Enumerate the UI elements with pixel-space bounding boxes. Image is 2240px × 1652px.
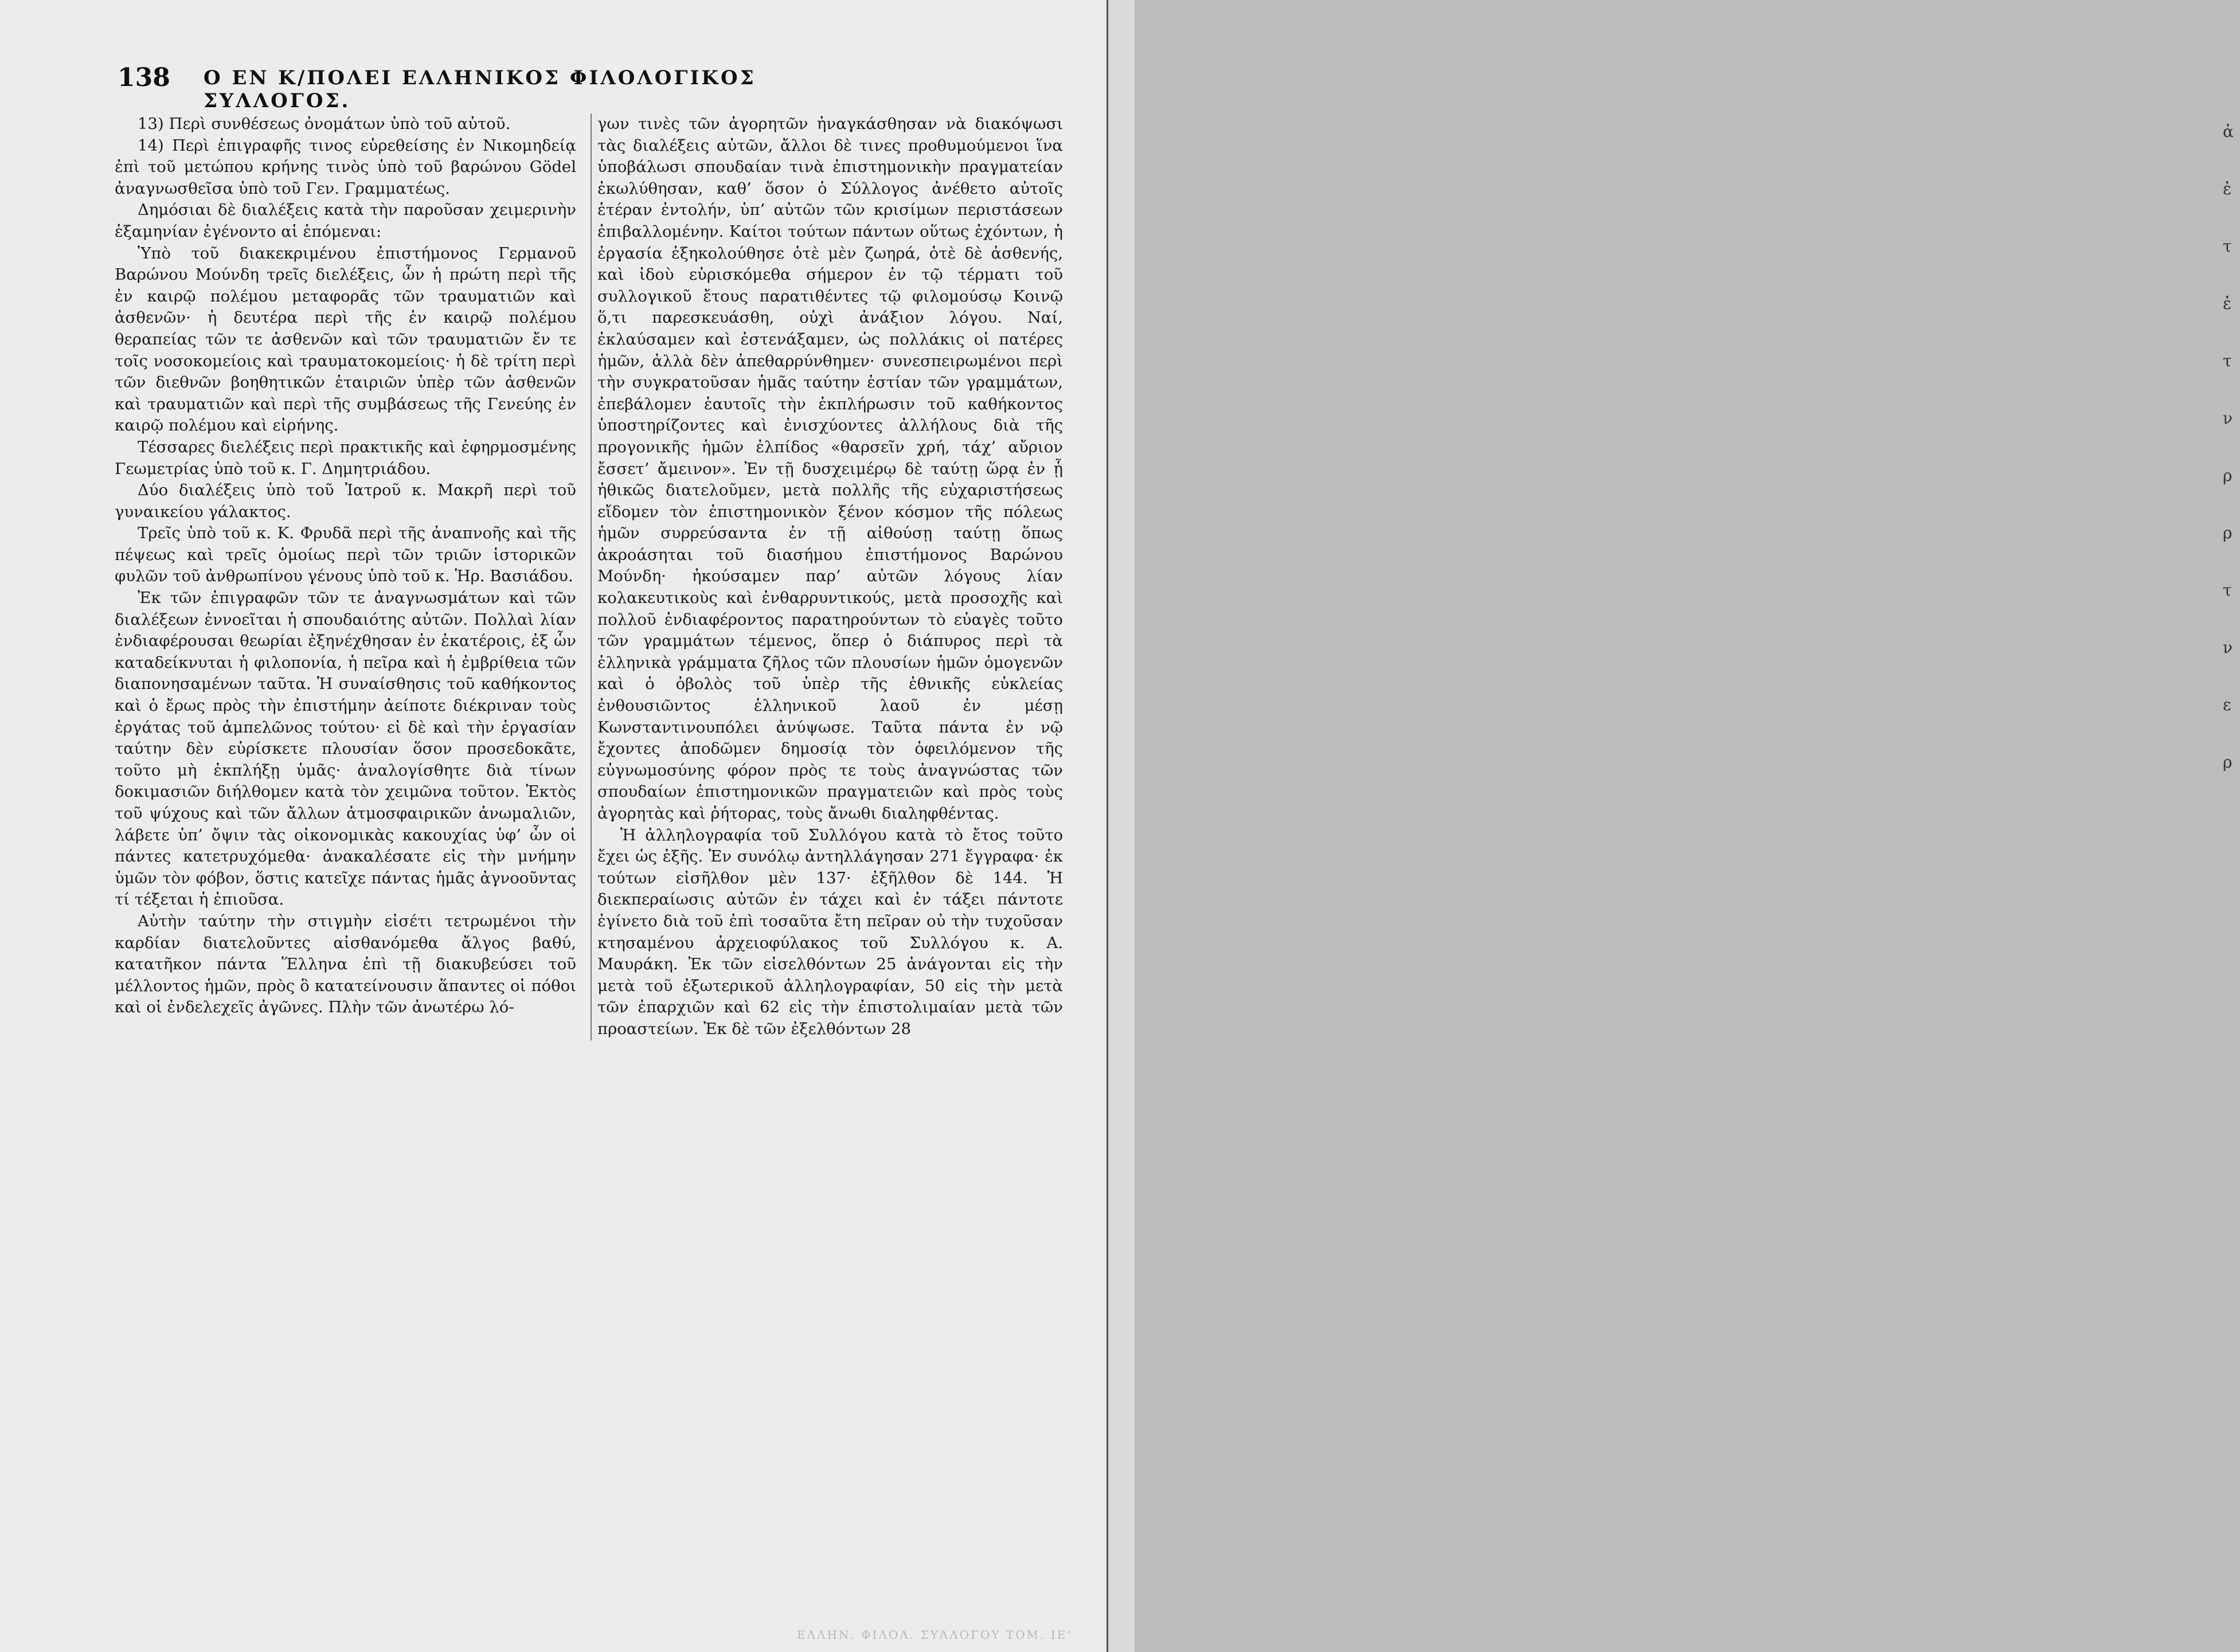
- margin-fragment: ἐ: [2223, 294, 2232, 313]
- margin-fragment: ε: [2223, 695, 2231, 714]
- paragraph: Ἡ ἀλληλογραφία τοῦ Συλλόγου κατὰ τὸ ἔτος τοῦτο ἔχει ὡς ἑξῆς. Ἐν συνόλῳ ἀντηλλάγησαν 271 ἔγγραφα· ἐκ τούτων εἰσῆλθον μὲν 137· ἐξῆλθον δὲ 144. Ἡ διεκπεραίωσις αὐτῶν ἐν τάχει καὶ ἐν τάξει πάντοτε ἐγίνετο διὰ τοῦ ἐπὶ τοσαῦτα ἔτη πεῖραν οὐ τὴν τυχοῦσαν κτησαμένου ἀρχειοφύλακος τοῦ Συλλόγου κ. Α. Μαυράκη. Ἐκ τῶν εἰσελθόντων 25 ἀνάγονται εἰς τὴν μετὰ τοῦ ἐξωτερικοῦ ἀλληλογραφίαν, 50 εἰς τὴν μετὰ τῶν ἐπαρχιῶν καὶ 62 εἰς τὴν ἐπιστολιμαίαν μετὰ τῶν προαστείων. Ἐκ δὲ τῶν ἐξελθόντων 28: [597, 825, 1063, 1038]
- left-column: [115, 113, 576, 1019]
- page-number: 138: [118, 63, 170, 92]
- right-column: [591, 113, 1063, 1040]
- margin-fragment: ρ: [2223, 466, 2233, 485]
- margin-fragment: τ: [2223, 351, 2232, 370]
- margin-fragments: [2223, 103, 2240, 791]
- margin-fragment: ρ: [2223, 523, 2233, 542]
- page-header: [118, 63, 886, 112]
- paragraph: Τρεῖς ὑπὸ τοῦ κ. Κ. Φρυδᾶ περὶ τῆς ἀναπνοῆς καὶ τῆς πέψεως καὶ τρεῖς ὁμοίως περὶ τῶν τριῶν ἱστορικῶν φυλῶν τοῦ ἀνθρωπίνου γένους ὑπὸ τοῦ κ. Ἡρ. Βασιάδου.: [115, 524, 576, 586]
- paragraph: Ἐκ τῶν ἐπιγραφῶν τῶν τε ἀναγνωσμάτων καὶ τῶν διαλέξεων ἐννοεῖται ἡ σπουδαιότης αὐτῶν. Πολλαὶ λίαν ἐνδιαφέρουσαι θεωρίαι ἐξηνέχθησαν ἐν ἑκατέροις, ἐξ ὧν καταδείκνυται ἡ φιλοπονία, ἡ πεῖρα καὶ ἡ ἐμβρίθεια τῶν διαπονησαμένων ταῦτα. Ἡ συναίσθησις τοῦ καθήκοντος καὶ ὁ ἔρως πρὸς τὴν ἐπιστήμην ἀείποτε διέκριναν τοὺς ἐργάτας τοῦ ἀμπελῶνος τούτου· εἰ δὲ καὶ τὴν ἐργασίαν ταύτην δὲν εὑρίσκετε πλουσίαν ὅσον προσεδοκᾶτε, τοῦτο μὴ ἐκπλήξῃ ὑμᾶς· ἀναλογίσθητε διὰ τίνων δοκιμασιῶν διήλθομεν κατὰ τὸν χειμῶνα τοῦτον. Ἐκτὸς τοῦ ψύχους καὶ τῶν ἄλλων ἀτμοσφαιρικῶν ἀνωμαλιῶν, λάβετε ὑπ’ ὄψιν τὰς οἰκονομικὰς κακουχίας ὑφ’ ὧν οἱ πάντες κατετρυχόμεθα· ἀνακαλέσατε εἰς τὴν μνήμην ὑμῶν τὸν φόβον, ὅστις κατεῖχε πάντας ἡμᾶς ἀγνοοῦντας τί τέξεται ἡ ἐπιοῦσα.: [115, 589, 576, 909]
- margin-fragment: ἐ: [2223, 179, 2232, 198]
- paragraph: Ὑπὸ τοῦ διακεκριμένου ἐπιστήμονος Γερμανοῦ Βαρώνου Μούνδη τρεῖς διελέξεις, ὧν ἡ πρώτη περὶ τῆς ἐν καιρῷ πολέμου μεταφορᾶς τῶν τραυματιῶν καὶ ἀσθενῶν· ἡ δευτέρα περὶ τῆς ἐν καιρῷ πολέμου θεραπείας τῶν τε ἀσθενῶν καὶ τῶν τραυματιῶν ἔν τε τοῖς νοσοκομείοις καὶ τραυματοκομείοις· ἡ δὲ τρίτη περὶ τῶν διεθνῶν βοηθητικῶν ἑταιριῶν ὑπὲρ τῶν ἀσθενῶν καὶ τραυματιῶν καὶ περὶ τῆς συμβάσεως τῆς Γενεύης ἐν καιρῷ πολέμου καὶ εἰρήνης.: [115, 244, 576, 435]
- margin-fragment: τ: [2223, 237, 2232, 256]
- margin-fragment: ἀ: [2223, 122, 2234, 141]
- margin-fragment: ν: [2223, 409, 2233, 428]
- paragraph: 13) Περὶ συνθέσεως ὀνομάτων ὑπὸ τοῦ αὐτοῦ.: [138, 115, 511, 133]
- adjacent-page-edge: [1107, 0, 2234, 1652]
- book-page: [0, 0, 1107, 1652]
- paragraph: Δύο διαλέξεις ὑπὸ τοῦ Ἰατροῦ κ. Μακρῆ περὶ τοῦ γυναικείου γάλακτος.: [115, 481, 576, 521]
- paragraph: γων τινὲς τῶν ἀγορητῶν ἠναγκάσθησαν νὰ διακόψωσι τὰς διαλέξεις αὐτῶν, ἄλλοι δὲ τινες προθυμούμενοι ἵνα ὑποβάλωσι σπουδαίαν τινὰ ἐπιστημονικὴν πραγματείαν ἐκωλύθησαν, καθ’ ὅσον ὁ Σύλλογος ἀνέθετο αὐτοῖς ἑτέραν ἐντολήν, ὑπ’ αὐτῶν τῶν κρισίμων περιστάσεων ἐπιβαλλομένην. Καίτοι τούτων πάντων οὕτως ἐχόντων, ἡ ἐργασία ἐξηκολούθησε ὁτὲ μὲν ζωηρά, ὁτὲ δὲ ἀσθενής, καὶ ἰδοὺ εὑρισκόμεθα σήμερον ἐν τῷ τέρματι τοῦ συλλογικοῦ ἔτους παρατιθέντες τῷ φιλομούσῳ Κοινῷ ὅ,τι παρεσκευάσθη, οὐχὶ ἀνάξιον λόγου. Ναί, ἐκλαύσαμεν καὶ ἐστενάξαμεν, ὡς πολλάκις οἱ πατέρες ἡμῶν, ἀλλὰ δὲν ἀπεθαρρύνθημεν· συνεσπειρωμένοι περὶ τὴν συγκρατοῦσαν ἡμᾶς ταύτην ἑστίαν τῶν γραμμάτων, ἐπεβάλομεν ἑαυτοῖς τὴν ἐκπλήρωσιν τοῦ καθήκοντος ὑποστηρίζοντες καὶ ἐνισχύοντες ἀλλήλους διὰ τῆς προγονικῆς ἡμῶν ἐλπίδος «θαρσεῖν χρή, τάχ’ αὔριον ἔσσετ’ ἄμεινον». Ἐν τῇ δυσχειμέρῳ δὲ ταύτῃ ὥρᾳ ἐν ᾗ ἠθικῶς διατελοῦμεν, μετὰ πολλῆς τῆς εὐχαριστήσεως εἴδομεν τὸν ἐπιστημονικὸν ξένον κόσμον τῆς πόλεως ἡμῶν συρρεύσαντα ἐν τῇ αἰθούσῃ ταύτῃ ὅπως ἀκροάσηται τοῦ διασήμου ἐπιστήμονος Βαρώνου Μούνδη· ἠκούσαμεν παρ’ αὐτῶν λόγους λίαν κολακευτικοὺς καὶ ἐνθαρρυντικούς, μετὰ προσοχῆς καὶ πολλοῦ ἐνδιαφέροντος παρατηρούντων τὸ εὐαγὲς τοῦτο τῶν γραμμάτων τέμενος, ὅπερ ὁ διάπυρος περὶ τὰ ἑλληνικὰ γράμματα ζῆλος τῶν πλουσίων ἡμῶν ὁμογενῶν καὶ ὁ ὀβολὸς τοῦ ὑπὲρ τῆς ἐθνικῆς εὐκλείας ἐνθουσιῶντος ἑλληνικοῦ λαοῦ ἐν μέσῃ Κωνσταντινουπόλει ἀνύψωσε. Ταῦτα πάντα ἐν νῷ ἔχοντες ἀποδῶμεν δημοσίᾳ τὸν ὀφειλόμενον τῆς εὐγνωμοσύνης φόρον πρὸς τε τοὺς ἀναγνώστας τῶν σπουδαίων ἐπιστημονικῶν πραγματειῶν καὶ πρὸς τοὺς ἀγορητὰς καὶ ῥήτορας, τοὺς ἄνωθι διαληφθέντας.: [597, 115, 1063, 823]
- paragraph: Δημόσιαι δὲ διαλέξεις κατὰ τὴν παροῦσαν χειμερινὴν ἑξαμηνίαν ἐγένοντο αἱ ἑπόμεναι:: [115, 201, 576, 241]
- margin-fragment: ρ: [2223, 753, 2233, 772]
- paragraph: Αὐτὴν ταύτην τὴν στιγμὴν εἰσέτι τετρωμένοι τὴν καρδίαν διατελοῦντες αἰσθανόμεθα ἄλγος βαθύ, κατατῆκον πάντα Ἕλληνα ἐπὶ τῇ διακυβεύσει τοῦ μέλλοντος ἡμῶν, πρὸς ὃ κατατείνουσιν ἅπαντες οἱ πόθοι καὶ οἱ ἐνδελεχεῖς ἀγῶνες. Πλὴν τῶν ἀνωτέρω λό-: [115, 911, 576, 1017]
- footer-bleed-text: ΕΛΛΗΝ. ΦΙΛΟΛ. ΣΥΛΛΟΓΟΥ ΤΟΜ. ΙΕ': [797, 1628, 1072, 1642]
- paragraph: 14) Περὶ ἐπιγραφῆς τινος εὑρεθείσης ἐν Νικομηδείᾳ ἐπὶ τοῦ μετώπου κρήνης τινὸς ὑπὸ τοῦ βαρώνου Gödel ἀναγνωσθεῖσα ὑπὸ τοῦ Γεν. Γραμματέως.: [115, 136, 576, 198]
- margin-fragment: τ: [2223, 581, 2232, 600]
- margin-fragment: ν: [2223, 638, 2233, 657]
- running-title: Ο ΕΝ Κ/ΠΟΛΕΙ ΕΛΛΗΝΙΚΟΣ ΦΙΛΟΛΟΓΙΚΟΣ ΣΥΛΛΟΓΟΣ.: [204, 66, 756, 112]
- paragraph: Τέσσαρες διελέξεις περὶ πρακτικῆς καὶ ἐφηρμοσμένης Γεωμετρίας ὑπὸ τοῦ κ. Γ. Δημητριάδου.: [115, 437, 576, 478]
